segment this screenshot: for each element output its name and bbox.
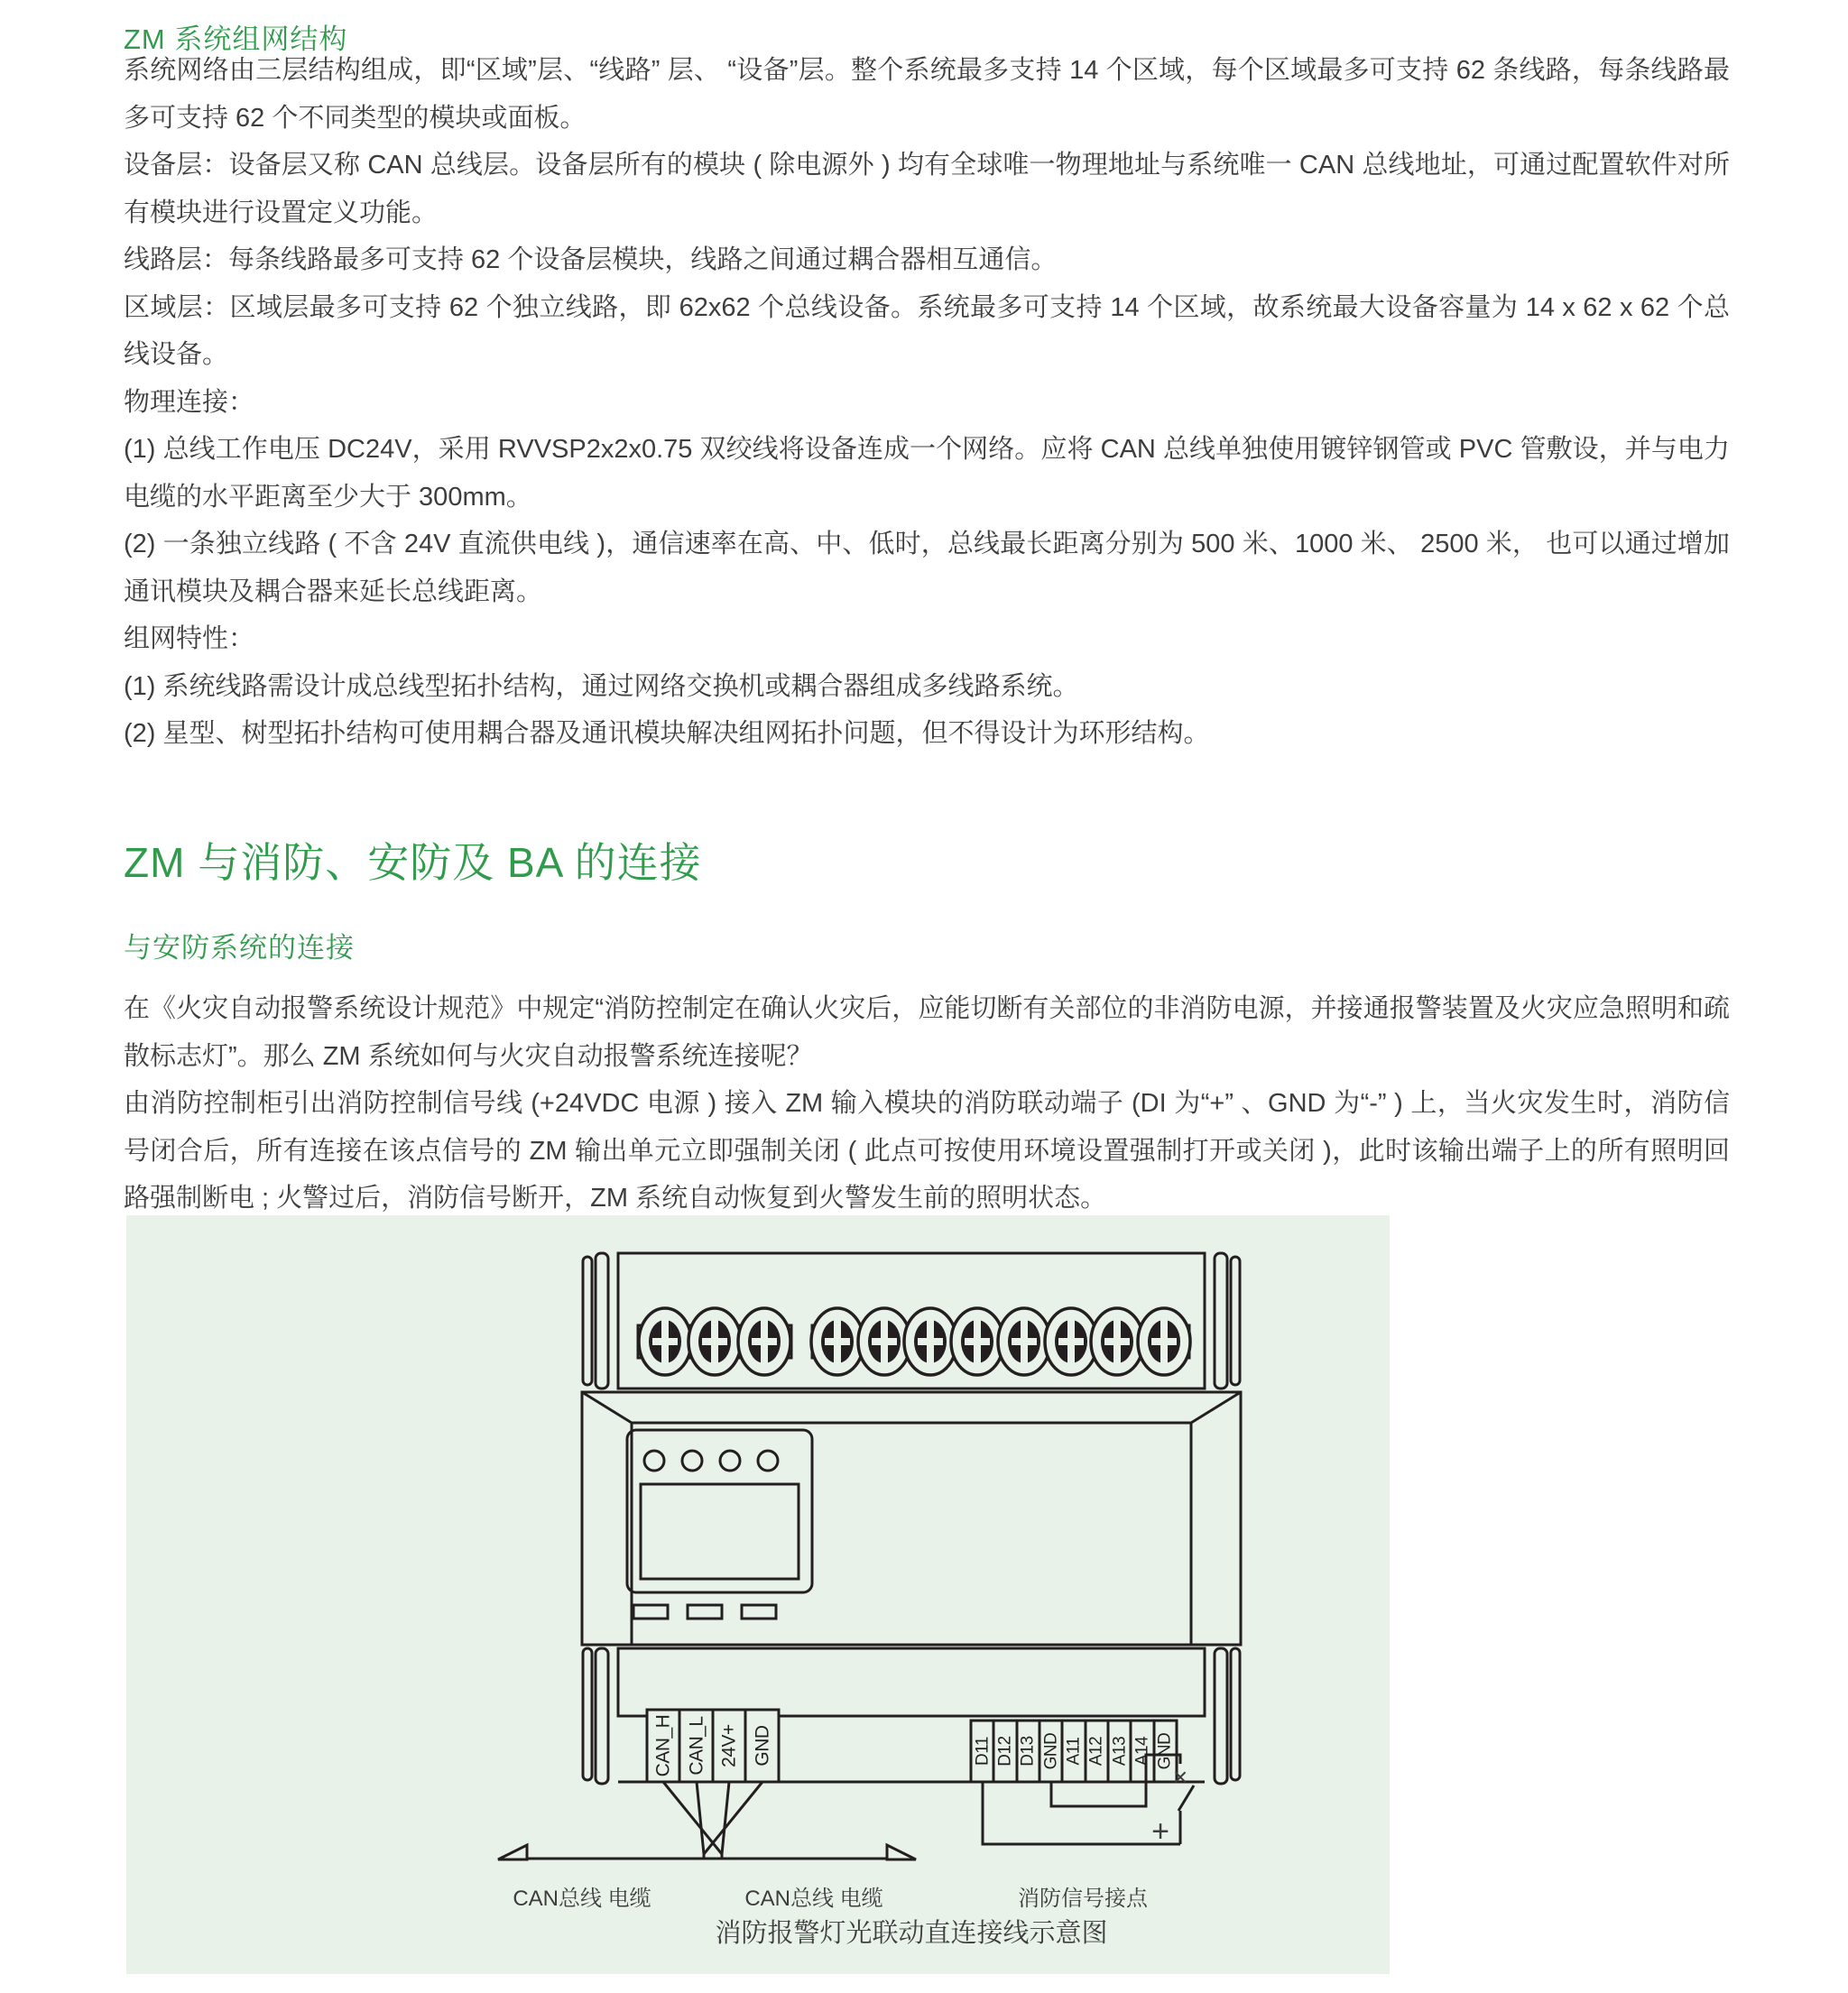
paragraph: 设备层：设备层又称 CAN 总线层。设备层所有的模块 ( 除电源外 ) 均有全球唯一物理地址与系统唯一 CAN 总线地址，可通过配置软件对所有模块进行设置定义功能。 <box>124 151 1730 227</box>
paragraph: 区域层：区域层最多可支持 62 个独立线路，即 62x62 个总线设备。系统最多可支持 14 个区域，故系统最大设备容量为 14 x 62 x 62 个总线设备。 <box>124 292 1730 369</box>
terminal-label: D12 <box>995 1736 1015 1767</box>
screw-icon <box>688 1308 741 1375</box>
paragraph: 组网特性： <box>124 624 255 653</box>
screw-icon <box>1091 1308 1143 1375</box>
paragraph: 线路层：每条线路最多可支持 62 个设备层模块，线路之间通过耦合器相互通信。 <box>124 245 1058 274</box>
screw-icon <box>811 1308 864 1375</box>
din-clip-icon <box>1215 1253 1227 1389</box>
section1-title: ZM 系统组网结构 <box>124 23 348 55</box>
can-cable-label-left: CAN总线 电缆 <box>513 1887 651 1911</box>
arrow-right-icon <box>887 1845 916 1859</box>
wiring-diagram <box>126 1215 1390 1974</box>
screw-icon <box>998 1308 1050 1375</box>
can-bus-wiring <box>498 1782 916 1859</box>
plus-label: + <box>1151 1814 1169 1849</box>
din-clip-icon <box>1231 1648 1240 1780</box>
section1-body <box>124 47 1730 758</box>
paragraph: (2) 星型、树型拓扑结构可使用耦合器及通讯模块解决组网拓扑问题，但不得设计为环形结构。 <box>124 719 1210 748</box>
device-button <box>742 1605 776 1619</box>
din-clip-icon <box>1215 1648 1227 1784</box>
device-body <box>582 1392 1241 1645</box>
terminal-label: 24V+ <box>718 1724 740 1767</box>
left-terminal-block <box>647 1710 779 1782</box>
paragraph: 系统网络由三层结构组成，即“区域”层、“线路” 层、 “设备”层。整个系统最多支持 14 个区域，每个区域最多可支持 62 条线路，每条线路最多可支持 62 个不同类型的模块或面板。 <box>124 56 1730 133</box>
paragraph: 由消防控制柜引出消防控制信号线 (+24VDC 电源 ) 接入 ZM 输入模块的消防联动端子 (DI 为“+” 、GND 为“-” ) 上，当火灾发生时，消防信号闭合后，所有连接在该点信号的 ZM 输出单元立即强制关闭 ( 此点可按使用环境设置强制打开或关闭 )，此时该输出端子上的所有照明回路强制断电 ; 火警过后，消防信号断开，ZM 系统自动恢复到火警发生前的照明状态。 <box>124 1089 1730 1213</box>
arrow-left-icon <box>498 1845 527 1859</box>
device-button <box>633 1605 668 1619</box>
terminal-label: CAN_H <box>652 1714 674 1777</box>
terminal-label: A12 <box>1086 1736 1106 1767</box>
screw-icon <box>639 1308 691 1375</box>
terminal-label: A14 <box>1132 1736 1152 1767</box>
device-screen <box>641 1484 799 1579</box>
section2-body <box>124 985 1730 1223</box>
din-clip-icon <box>583 1257 592 1385</box>
paragraph: (1) 总线工作电压 DC24V，采用 RVVSP2x2x0.75 双绞线将设备连成一个网络。应将 CAN 总线单独使用镀锌钢管或 PVC 管敷设，并与电力电缆的水平距离至少大于 300mm。 <box>124 435 1730 512</box>
indicator-led-icon <box>644 1451 664 1471</box>
section2-subtitle: 与安防系统的连接 <box>124 932 355 964</box>
screw-terminal-group-1 <box>639 1308 790 1375</box>
switch-cross-label: × <box>1172 1763 1188 1791</box>
terminal-label: D11 <box>973 1737 993 1766</box>
paragraph: (2) 一条独立线路 ( 不含 24V 直流供电线 )，通信速率在高、中、低时，总线最长距离分别为 500 米、1000 米、 2500 米， 也可以通过增加通讯模块及耦合器来延长总线距离。 <box>124 530 1730 606</box>
screw-icon <box>1138 1308 1190 1375</box>
din-clip-icon <box>596 1648 608 1784</box>
din-clip-icon <box>583 1648 592 1780</box>
section2-title: ZM 与消防、安防及 BA 的连接 <box>124 839 702 886</box>
indicator-led-icon <box>682 1451 702 1471</box>
paragraph: 在《火灾自动报警系统设计规范》中规定“消防控制定在确认火灾后，应能切断有关部位的非消防电源，并接通报警装置及火灾应急照明和疏散标志灯”。那么 ZM 系统如何与火灾自动报警系统连接呢？ <box>124 994 1730 1071</box>
terminal-label: GND <box>1041 1732 1061 1770</box>
terminal-label: A13 <box>1110 1736 1130 1767</box>
paragraph: (1) 系统线路需设计成总线型拓扑结构，通过网络交换机或耦合器组成多线路系统。 <box>124 671 1079 701</box>
device-bottom-housing <box>618 1648 1205 1716</box>
terminal-label: GND <box>752 1725 773 1767</box>
diagram-caption: 消防报警灯光联动直连接线示意图 <box>715 1919 1108 1948</box>
screw-icon <box>904 1308 956 1375</box>
din-clip-icon <box>1231 1257 1240 1385</box>
terminal-label: D13 <box>1018 1736 1038 1767</box>
screw-terminal-group-2 <box>811 1308 1190 1375</box>
paragraph: 物理连接： <box>124 387 255 417</box>
screw-icon <box>951 1308 1003 1375</box>
indicator-led-icon <box>758 1451 778 1471</box>
can-cable-label-right: CAN总线 电缆 <box>744 1887 883 1911</box>
fire-contact-label: 消防信号接点 <box>1018 1887 1148 1911</box>
device-button <box>688 1605 722 1619</box>
screw-icon <box>738 1308 790 1375</box>
wiring-diagram-svg <box>126 1215 1390 1974</box>
device-display-panel <box>627 1430 812 1592</box>
din-clip-icon <box>596 1253 608 1389</box>
indicator-led-icon <box>720 1451 740 1471</box>
terminal-label: CAN_L <box>686 1716 707 1776</box>
terminal-label: A11 <box>1064 1737 1084 1766</box>
terminal-label: GND <box>1155 1732 1175 1770</box>
